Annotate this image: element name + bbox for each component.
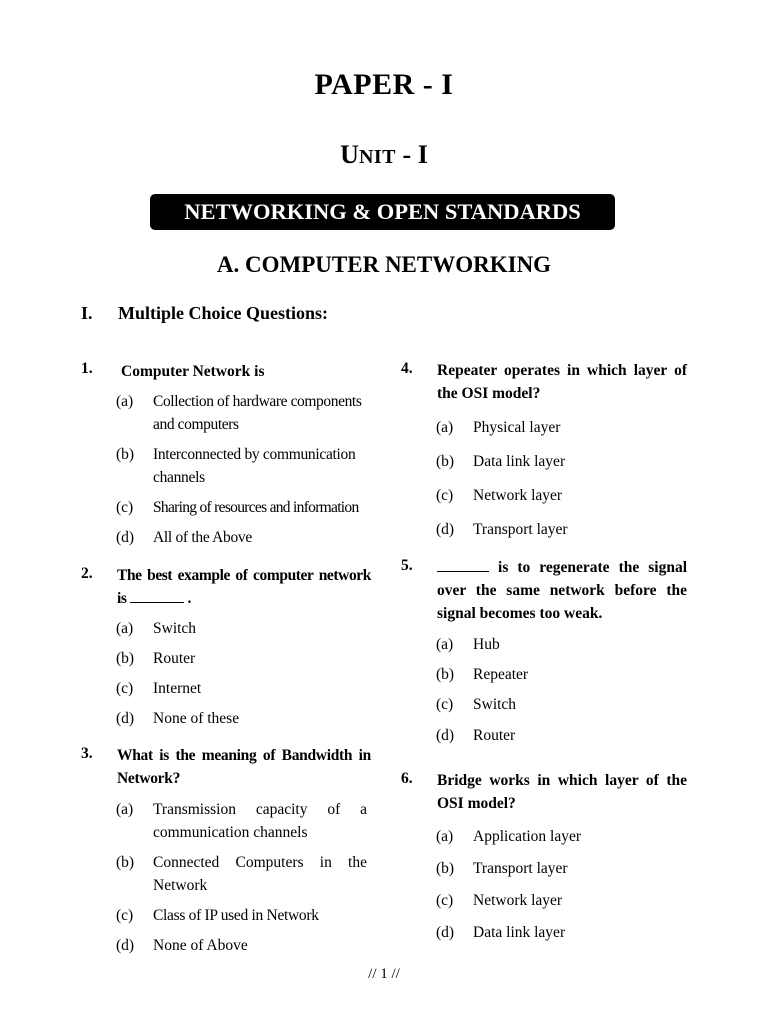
option-letter: (a) <box>436 828 454 845</box>
option-letter: (d) <box>436 521 455 538</box>
option-letter: (d) <box>116 710 135 727</box>
section-title: A. COMPUTER NETWORKING <box>216 252 552 277</box>
option-text: Data link layer <box>473 453 566 470</box>
question-text: What is the meaning of Bandwidth in Network? <box>117 747 371 787</box>
unit-title <box>0 140 768 170</box>
unit-suffix: - I <box>396 140 428 169</box>
option-text: Repeater <box>473 666 529 683</box>
question-number: 3. <box>81 745 93 762</box>
option-text: Data link layer <box>473 924 566 941</box>
option-text: Internet <box>153 680 202 697</box>
option-text: Transport layer <box>473 860 568 877</box>
option-text: Network layer <box>473 487 563 504</box>
option-text: None of these <box>153 710 240 727</box>
question-text-after: is to regenerate the signal over the same network before the signal becomes too weak. <box>437 559 687 622</box>
option-letter: (d) <box>436 727 455 744</box>
option-text: Switch <box>473 696 517 713</box>
question-text: Computer Network is <box>121 363 265 380</box>
option-text: Router <box>153 650 196 667</box>
question-text <box>117 564 371 610</box>
question-number: 5. <box>401 557 413 574</box>
option-letter: (b) <box>116 446 135 463</box>
question-text-before: The best example of computer network is <box>117 567 371 607</box>
option-letter: (a) <box>116 620 134 637</box>
question-text <box>437 556 687 625</box>
option-text: Connected Computers in the Network <box>153 854 367 894</box>
option-text: Transport layer <box>473 521 568 538</box>
answer-blank <box>437 559 489 572</box>
option-letter: (c) <box>116 907 134 924</box>
question-text: Repeater operates in which layer of the OSI model? <box>437 362 687 402</box>
option-letter: (b) <box>116 854 135 871</box>
option-text: Collection of hardware components and computers <box>153 393 362 433</box>
unit-prefix-big: U <box>340 140 359 169</box>
option-text: Sharing of resources and information <box>153 499 359 516</box>
option-letter: (b) <box>116 650 135 667</box>
option-text: Class of IP used in Network <box>153 907 319 924</box>
option-text: Physical layer <box>473 419 561 436</box>
page-number: // 1 // <box>368 966 400 982</box>
answer-blank <box>130 590 184 603</box>
option-letter: (d) <box>436 924 455 941</box>
option-letter: (d) <box>116 529 135 546</box>
part-number: I. <box>81 303 93 323</box>
question-number: 6. <box>401 770 413 787</box>
option-letter: (d) <box>116 937 135 954</box>
question-text: Bridge works in which layer of the OSI model? <box>437 772 687 812</box>
option-text: All of the Above <box>153 529 252 546</box>
unit-prefix-small: NIT <box>358 146 397 168</box>
option-letter: (c) <box>116 680 134 697</box>
option-letter: (c) <box>436 892 454 909</box>
option-text: Network layer <box>473 892 563 909</box>
option-letter: (a) <box>116 801 134 818</box>
option-letter: (a) <box>436 419 454 436</box>
question-number: 1. <box>81 360 93 377</box>
part-label: Multiple Choice Questions: <box>118 303 328 323</box>
option-text: Hub <box>473 636 500 653</box>
option-letter: (b) <box>436 453 455 470</box>
option-letter: (a) <box>436 636 454 653</box>
option-letter: (a) <box>116 393 134 410</box>
option-text: Transmission capacity of a communication channels <box>153 801 367 841</box>
option-letter: (b) <box>436 860 455 877</box>
option-letter: (c) <box>116 499 134 516</box>
option-letter: (c) <box>436 696 454 713</box>
question-text-after: . <box>187 590 191 607</box>
option-text: Router <box>473 727 516 744</box>
question-number: 4. <box>401 360 413 377</box>
paper-title: PAPER - I <box>314 68 454 101</box>
option-text: Interconnected by communication channels <box>153 446 356 486</box>
option-text: Switch <box>153 620 197 637</box>
option-letter: (c) <box>436 487 454 504</box>
option-letter: (b) <box>436 666 455 683</box>
question-number: 2. <box>81 565 93 582</box>
option-text: Application layer <box>473 828 582 845</box>
option-text: None of Above <box>153 937 248 954</box>
chapter-banner: NETWORKING & OPEN STANDARDS <box>150 194 615 230</box>
